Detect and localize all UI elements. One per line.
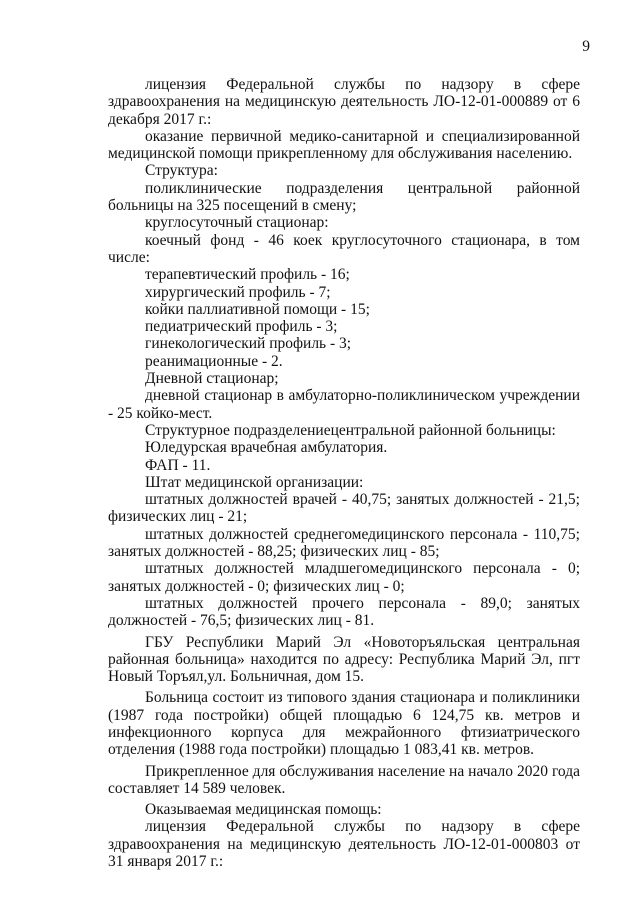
- paragraph-surgical: хирургический профиль - 7;: [145, 283, 331, 301]
- paragraph-staff-junior: штатных должностей младшегомедицинского персонала - 0; занятых должностей - 0; физических лиц - 0;: [108, 560, 580, 595]
- paragraph-staff-nurses: штатных должностей среднегомедицинского персонала - 110,75; занятых должностей - 88,25; физических лиц - 85;: [108, 525, 580, 561]
- paragraph-staff-other: штатных должностей прочего персонала - 89,0; занятых должностей - 76,5; физических лиц - 81.: [108, 594, 580, 630]
- paragraph-fap: ФАП - 11.: [145, 456, 211, 474]
- paragraph-therapeutic: терапевтический профиль - 16;: [145, 266, 350, 284]
- paragraph-gynecological: гинекологический профиль - 3;: [145, 335, 352, 353]
- paragraph-ambulatory: Юледурская врачебная амбулатория.: [145, 439, 388, 457]
- paragraph-staff-heading: Штат медицинской организации:: [145, 473, 364, 491]
- paragraph-day-hospital-places: дневной стационар в амбулаторно-поликлиническом учреждении - 25 койко-мест.: [108, 387, 580, 422]
- paragraph-pediatric: педиатрический профиль - 3;: [145, 318, 338, 336]
- paragraph-resuscitation: реанимационные - 2.: [145, 352, 283, 370]
- paragraph-license-2: лицензия Федеральной службы по надзору в сфере здравоохранения на медицинскую деятельность ЛО-12-01-000803 от 31 января 2017 г.:: [108, 818, 580, 871]
- paragraph-population: Прикрепленное для обслуживания население на начало 2020 года составляет 14 589 человек.: [108, 762, 580, 797]
- paragraph-care-provided: Оказываемая медицинская помощь:: [145, 801, 382, 819]
- paragraph-day-hospital: Дневной стационар;: [145, 370, 279, 388]
- paragraph-staff-doctors: штатных должностей врачей - 40,75; занятых должностей - 21,5; физических лиц - 21;: [108, 491, 580, 526]
- paragraph-buildings: Больница состоит из типового здания стационара и поликлиники (1987 года постройки) общей площадью 6 124,75 кв. метров и инфекционного корпуса для межрайонного фтизиатрического отделения (1988 года постройки) площадью 1 083,41 кв. метров.: [108, 689, 580, 759]
- paragraph-bed-fund: коечный фонд - 46 коек круглосуточного стационара, в том числе:: [108, 231, 580, 266]
- paragraph-structural-unit: Структурное подразделениецентральной районной больницы:: [145, 421, 556, 439]
- document-body: [108, 76, 580, 870]
- paragraph-license-1: лицензия Федеральной службы по надзору в сфере здравоохранения на медицинскую деятельность ЛО-12-01-000889 от 6 декабря 2017 г.:: [108, 76, 580, 128]
- paragraph-polyclinic: поликлинические подразделения центральной районной больницы на 325 посещений в смену;: [108, 179, 580, 215]
- paragraph-care-scope: оказание первичной медико-санитарной и специализированной медицинской помощи прикрепленному для обслуживания населению.: [108, 127, 580, 163]
- paragraph-inpatient: круглосуточный стационар:: [145, 214, 329, 232]
- paragraph-structure-heading: Структура:: [145, 162, 218, 180]
- page-number: 9: [582, 38, 590, 55]
- paragraph-address: ГБУ Республики Марий Эл «Новоторъяльская центральная районная больница» находится по адресу: Республика Марий Эл, пгт Новый Торъял,ул. Больничная, дом 15.: [108, 633, 580, 686]
- paragraph-palliative: койки паллиативной помощи - 15;: [145, 300, 370, 318]
